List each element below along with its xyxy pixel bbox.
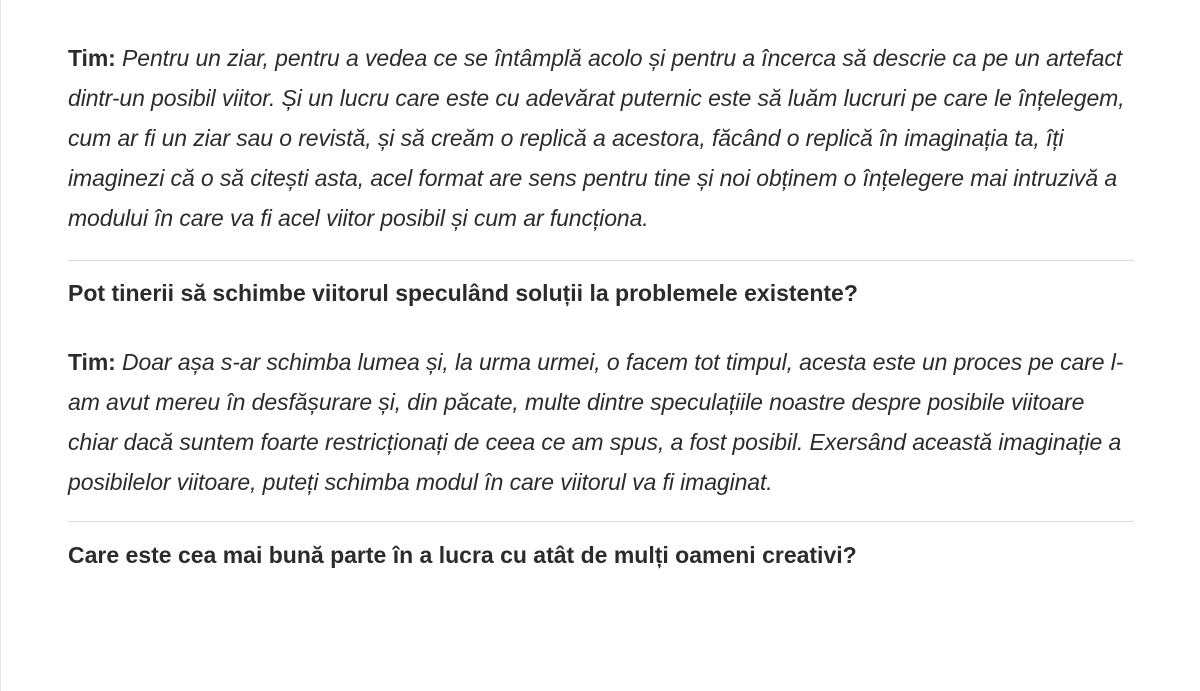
answer-paragraph: [68, 342, 1134, 502]
section-divider: [68, 521, 1134, 522]
interview-article: [68, 38, 1134, 571]
interview-question: Care este cea mai bună parte în a lucra cu atât de mulți oameni creativi?: [68, 542, 857, 568]
answer-paragraph: [68, 38, 1134, 238]
page-left-border: [0, 0, 1, 691]
answer-text: Doar așa s-ar schimba lumea și, la urma urmei, o facem tot timpul, acesta este un proces pe care l-am avut mereu în desfășurare și, din păcate, multe dintre speculațiile noastre despre posibile viitoare chiar dacă suntem foarte restricționați de ceea ce am spus, a fost posibil. Exersând această imaginație a posibilelor viitoare, puteți schimba modul în care viitorul va fi imaginat.: [68, 349, 1124, 495]
speaker-label: Tim:: [68, 349, 116, 375]
speaker-label: Tim:: [68, 45, 116, 71]
interview-question: Pot tinerii să schimbe viitorul speculând soluții la problemele existente?: [68, 280, 858, 306]
section-divider: [68, 260, 1134, 261]
answer-text: Pentru un ziar, pentru a vedea ce se întâmplă acolo și pentru a încerca să descrie ca pe un artefact dintr-un posibil viitor. Și un lucru care este cu adevărat puternic este să luăm lucruri pe care le înțelegem, cum ar fi un ziar sau o revistă, și să creăm o replică a acestora, făcând o replică în imaginația ta, îți imaginezi că o să citești asta, acel format are sens pentru tine și noi obținem o înțelegere mai intruzivă a modului în care va fi acel viitor posibil și cum ar funcționa.: [68, 45, 1125, 231]
